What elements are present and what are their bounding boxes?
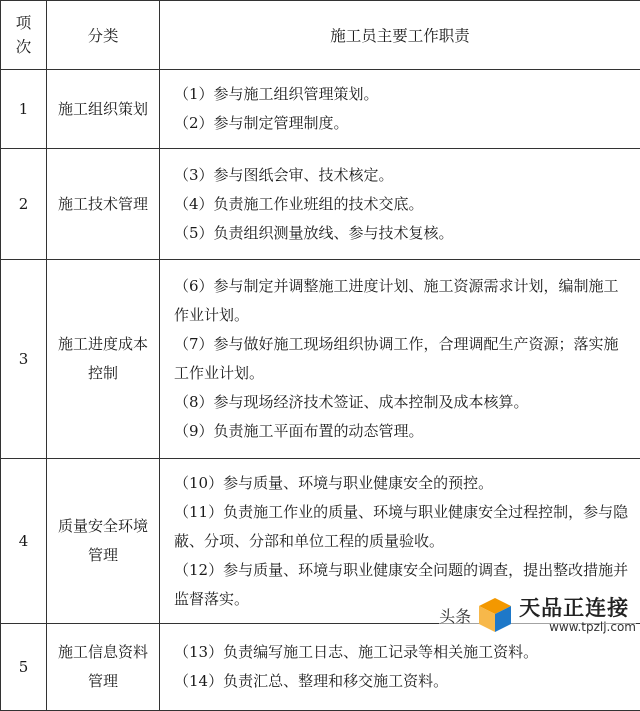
header-category: 分类 (47, 1, 160, 70)
duty-item: （8）参与现场经济技术签证、成本控制及成本核算。 (174, 388, 630, 417)
row-number: 1 (1, 70, 47, 149)
watermark-prefix: 头条 (439, 604, 471, 627)
duty-item: （13）负责编写施工日志、施工记录等相关施工资料。 (174, 638, 630, 667)
duty-item: （11）负责施工作业的质量、环境与职业健康安全过程控制，参与隐蔽、分项、分部和单位工程的质量验收。 (174, 498, 630, 556)
table-row (1, 260, 640, 459)
duty-item: （12）参与质量、环境与职业健康安全问题的调查，提出整改措施并监督落实。 (174, 556, 630, 614)
duty-item: （4）负责施工作业班组的技术交底。 (174, 190, 630, 219)
row-category: 施工进度成本控制 (47, 260, 160, 459)
watermark-url: www.tpzlj.com (549, 620, 636, 634)
row-category: 施工组织策划 (47, 70, 160, 149)
row-duties (160, 70, 640, 149)
duty-item: （5）负责组织测量放线、参与技术复核。 (174, 219, 630, 248)
table-row (1, 70, 640, 149)
duty-item: （10）参与质量、环境与职业健康安全的预控。 (174, 469, 630, 498)
duty-item: （9）负责施工平面布置的动态管理。 (174, 417, 630, 446)
row-category: 施工信息资料管理 (47, 624, 160, 711)
watermark-title: 天品正连接 (519, 596, 629, 620)
row-duties (160, 260, 640, 459)
row-number: 4 (1, 459, 47, 624)
header-item-number-label: 项次 (15, 11, 32, 59)
row-duties (160, 149, 640, 260)
duty-item: （6）参与制定并调整施工进度计划、施工资源需求计划，编制施工作业计划。 (174, 272, 630, 330)
row-number: 5 (1, 624, 47, 711)
row-category: 质量安全环境管理 (47, 459, 160, 624)
duty-item: （3）参与图纸会审、技术核定。 (174, 161, 630, 190)
duty-item: （1）参与施工组织管理策划。 (174, 80, 630, 109)
header-duties: 施工员主要工作职责 (160, 1, 640, 70)
duty-item: （7）参与做好施工现场组织协调工作，合理调配生产资源；落实施工作业计划。 (174, 330, 630, 388)
duty-item: （14）负责汇总、整理和移交施工资料。 (174, 667, 630, 696)
cube-logo-icon (475, 595, 515, 635)
table-row (1, 149, 640, 260)
row-number: 3 (1, 260, 47, 459)
row-number: 2 (1, 149, 47, 260)
table-header-row (1, 1, 640, 70)
header-item-number (1, 1, 47, 70)
duty-item: （2）参与制定管理制度。 (174, 109, 630, 138)
watermark (439, 592, 636, 638)
row-category: 施工技术管理 (47, 149, 160, 260)
